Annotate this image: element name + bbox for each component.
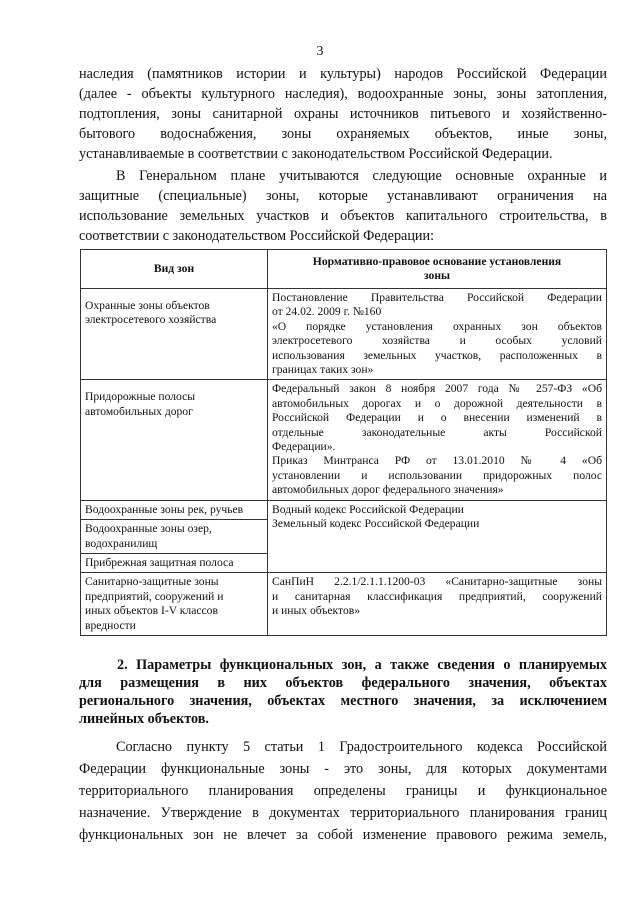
header-legal-basis	[268, 250, 607, 289]
zone-type-cell	[81, 500, 268, 519]
cell-line: автомобильных дорогах и о дорожной деятельности в	[272, 396, 602, 410]
table-header-row	[81, 250, 607, 289]
cell-line: электросетевого хозяйства	[85, 313, 217, 327]
legal-basis-cell	[268, 289, 607, 380]
cell-line: вредности	[85, 618, 136, 632]
heading-line: линейных объектов.	[79, 711, 209, 727]
text-line: В Генеральном плане учитываются следующие основные охранные и	[116, 168, 607, 184]
zone-type-cell	[81, 380, 268, 500]
cell-line: электросетевого хозяйства и особых условий	[272, 334, 602, 348]
cell-line: предприятий, сооружений и	[85, 589, 224, 603]
cell-line: отдельные законодательные акты Российской	[272, 425, 602, 439]
cell-line: Санитарно-защитные зоны	[85, 575, 219, 589]
cell-line: Федеральный закон 8 ноября 2007 года № 257-ФЗ «Об	[272, 382, 602, 396]
legal-basis-cell	[268, 500, 607, 573]
legal-basis-cell	[268, 380, 607, 500]
text-line: наследия (памятников истории и культуры) народов Российской Федерации	[79, 66, 607, 82]
table-row	[81, 573, 607, 636]
heading-line: регионального значения, объектах местного значения, за исключением	[79, 693, 607, 709]
heading-line: 2. Параметры функциональных зон, а также сведения о планируемых	[117, 657, 607, 673]
heading-line: для размещения в них объектов федерального значения, объектах	[79, 675, 607, 691]
cell-line: Водный кодекс Российской Федерации	[272, 502, 464, 516]
text-line: бытового водоснабжения, зоны охраняемых объектов, иные зоны,	[79, 126, 607, 142]
text-line: территориального планирования определены границы и функциональное	[79, 783, 607, 799]
section-heading	[79, 656, 607, 728]
cell-line: автомобильных дорог федерального значения»	[272, 483, 504, 497]
cell-line: от 24.02. 2009 г. №160	[272, 305, 382, 319]
zone-type-cell	[81, 573, 268, 636]
legal-basis-cell	[268, 573, 607, 636]
cell-line: и иных объектов»	[272, 604, 361, 618]
text-line: Федерации функциональные зоны - это зоны, для которых документами	[79, 761, 607, 777]
cell-line: СанПиН 2.2.1/2.1.1.1200-03 «Санитарно-защитные зоны	[272, 575, 602, 589]
table-row	[81, 380, 607, 500]
header-zone-type: Вид зон	[81, 250, 268, 289]
cell-line: иных объектов I-V классов	[85, 604, 218, 618]
table-row	[81, 500, 607, 519]
cell-line: Постановление Правительства Российской Федерации	[272, 291, 602, 304]
text-line: назначение. Утверждение в документах территориального планирования границ	[79, 805, 607, 821]
zone-type-cell	[81, 553, 268, 572]
text-line: защитные (специальные) зоны, которые устанавливают ограничения на	[79, 188, 607, 204]
zones-table	[80, 249, 607, 636]
text-line: устанавливаемые в соответствии с законодательством Российской Федерации.	[79, 146, 553, 162]
table-row	[81, 289, 607, 380]
cell-line: Федерации».	[272, 440, 336, 454]
cell-line: Водоохранные зоны озер,	[85, 522, 212, 536]
header-line: зоны	[423, 269, 451, 282]
cell-line: Водоохранные зоны рек, ручьев	[85, 502, 244, 516]
cell-line: водохранилищ	[85, 536, 158, 550]
text-line: подтопления, зоны санитарной охраны источников питьевого и хозяйственно-	[79, 106, 607, 122]
cell-line: Охранные зоны объектов	[85, 299, 210, 312]
functional-zones-paragraph	[79, 736, 607, 846]
zones-intro-paragraph	[79, 166, 607, 246]
cell-line: установлении и использовании придорожных полос	[272, 468, 602, 482]
cell-line: Прибрежная защитная полоса	[85, 555, 234, 569]
text-line: соответствии с законодательством Российской Федерации:	[79, 228, 435, 244]
cell-line: автомобильных дорог	[85, 404, 193, 418]
text-line: (далее - объекты культурного наследия), водоохранные зоны, зоны затопления,	[79, 86, 607, 102]
cell-line: использования земельных участков, расположенных в	[272, 348, 602, 362]
header-line: Нормативно-правовое основание установления	[312, 254, 562, 268]
intro-paragraph	[79, 64, 607, 164]
text-line: Согласно пункту 5 статьи 1 Градостроительного кодекса Российской	[116, 739, 607, 755]
page-number: 3	[316, 44, 324, 59]
cell-line: «О порядке установления охранных зон объектов	[272, 319, 602, 333]
cell-line: Земельный кодекс Российской Федерации	[272, 517, 480, 531]
text-line: функциональных зон не влечет за собой изменение правового режима земель,	[79, 827, 607, 843]
cell-line: границах таких зон»	[272, 363, 374, 377]
zone-type-cell	[81, 289, 268, 380]
cell-line: Российской Федерации и о внесении изменений в	[272, 411, 602, 425]
text-line: использование земельных участков и объектов капитального строительства, в	[79, 208, 607, 224]
cell-line: Придорожные полосы	[85, 390, 196, 404]
cell-line: и санитарная классификация предприятий, сооружений	[272, 589, 602, 603]
zone-type-cell	[81, 520, 268, 554]
cell-line: Приказ Минтранса РФ от 13.01.2010 № 4 «Об	[272, 454, 602, 468]
